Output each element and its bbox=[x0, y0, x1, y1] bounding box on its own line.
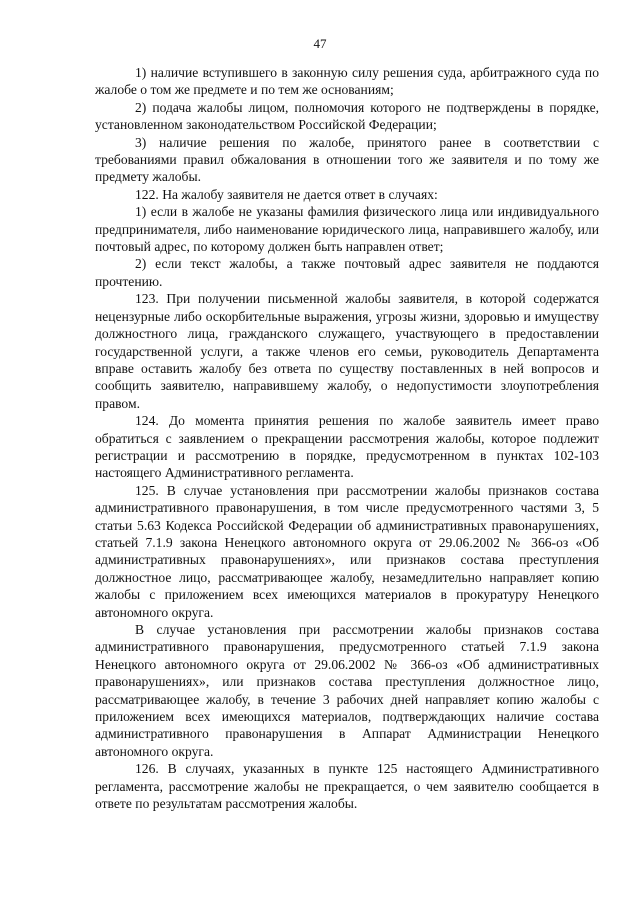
page-number: 47 bbox=[313, 36, 327, 51]
item-2-unauthorized-filer: 2) подача жалобы лицом, полномочия которого не подтверждены в порядке, установленном законодательством Российской Федерации; bbox=[95, 99, 599, 133]
paragraph-125: 125. В случае установления при рассмотрении жалобы признаков состава административного правонарушения, в том числе предусмотренного частями 3, 5 статьи 5.63 Кодекса Российской Федерации об административных правонарушениях, статьей 7.1.9 закона Ненецкого автономного округа от 29.06.2002 № 366-оз «Об административных правонарушениях», или признаков состава преступления должностное лицо, рассматривающее жалобу, незамедлительно направляет копию жалобы с приложением всех имеющихся материалов в прокуратуру Ненецкого автономного округа. bbox=[95, 482, 599, 620]
item-3-prior-decision: 3) наличие решения по жалобе, принятого ранее в соответствии с требованиями правил обжалования в отношении того же заявителя и по тому же предмету жалобы. bbox=[95, 134, 599, 185]
paragraph-123: 123. При получении письменной жалобы заявителя, в которой содержатся нецензурные либо оскорбительные выражения, угрозы жизни, здоровью и имуществу должностного лица, гражданского служащего, участвующего в предоставлении государственной услуги, а также членов его семьи, руководитель Департамента вправе оставить жалобу без ответа по существу поставленных в ней вопросов и сообщить заявителю, направившему жалобу, о недопустимости злоупотребления правом. bbox=[95, 291, 599, 411]
item-1-missing-requisites: 1) если в жалобе не указаны фамилия физического лица или индивидуального предпринимателя, либо наименование юридического лица, направившего жалобу, или почтовый адрес, по которому должен быть направлен ответ; bbox=[95, 204, 599, 255]
item-2-illegible-text: 2) если текст жалобы, а также почтовый адрес заявителя не поддаются прочтению. bbox=[95, 256, 599, 289]
paragraph-122: 122. На жалобу заявителя не дается ответ в случаях: bbox=[135, 186, 438, 202]
paragraph-125-continued: В случае установления при рассмотрении жалобы признаков состава административного правонарушения, предусмотренного статьей 7.1.9 закона Ненецкого автономного округа от 29.06.2002 № 366-оз «Об административных правонарушениях», или признаков состава преступления должностное лицо, рассматривающее жалобу, в течение 3 рабочих дней направляет копию жалобы с приложением всех имеющихся материалов, подтверждающих наличие состава административного правонарушения в Аппарат Администрации Ненецкого автономного округа. bbox=[95, 622, 599, 759]
document-body bbox=[95, 64, 599, 812]
item-1-court-decision: 1) наличие вступившего в законную силу решения суда, арбитражного суда по жалобе о том же предмете и по тем же основаниям; bbox=[95, 65, 599, 98]
paragraph-126: 126. В случаях, указанных в пункте 125 настоящего Административного регламента, рассмотрение жалобы не прекращается, о чем заявителю сообщается в ответе по результатам рассмотрения жалобы. bbox=[95, 761, 599, 812]
paragraph-124: 124. До момента принятия решения по жалобе заявитель имеет право обратиться с заявлением о прекращении рассмотрения жалобы, которое подлежит регистрации и рассмотрению в порядке, предусмотренном в пунктах 102-103 настоящего Административного регламента. bbox=[95, 413, 599, 481]
